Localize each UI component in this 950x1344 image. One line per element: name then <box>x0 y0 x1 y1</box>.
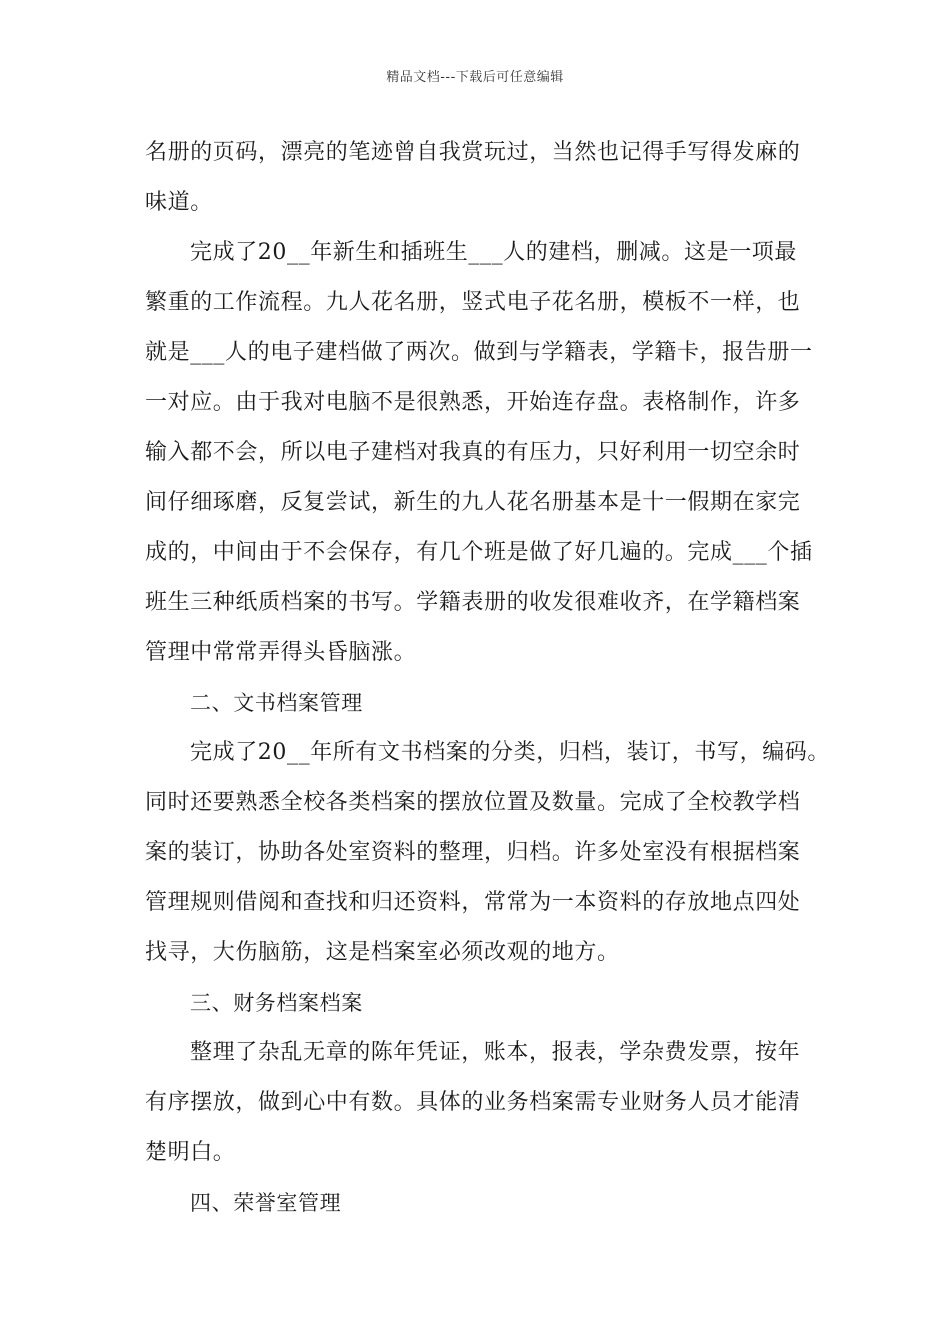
text-line: 班生三种纸质档案的书写。学籍表册的收发很难收齐，在学籍档案 <box>145 590 801 615</box>
text-line: 有序摆放，做到心中有数。具体的业务档案需专业财务人员才能清 <box>145 1090 801 1115</box>
text-line: 间仔细琢磨，反复尝试，新生的九人花名册基本是十一假期在家完 <box>145 490 801 515</box>
text-line: 输入都不会，所以电子建档对我真的有压力，只好利用一切空余时 <box>145 440 801 465</box>
text-line: 同时还要熟悉全校各类档案的摆放位置及数量。完成了全校教学档 <box>145 790 801 815</box>
text-line: 管理规则借阅和查找和归还资料，常常为一本资料的存放地点四处 <box>145 890 801 915</box>
paragraph-start: 整理了杂乱无章的陈年凭证，账本，报表，学杂费发票，按年 <box>190 1040 801 1065</box>
paragraph-start: 完成了20__年所有文书档案的分类，归档，装订，书写，编码。 <box>190 740 830 765</box>
text-line: 味道。 <box>145 190 213 215</box>
page-header: 精品文档---下载后可任意编辑 <box>386 70 564 85</box>
text-line: 成的，中间由于不会保存，有几个班是做了好几遍的。完成___个插 <box>145 540 813 565</box>
text-line: 繁重的工作流程。九人花名册，竖式电子花名册，模板不一样，也 <box>145 290 801 315</box>
text-line: 找寻，大伤脑筋，这是档案室必须改观的地方。 <box>145 940 620 965</box>
text-line: 名册的页码，漂亮的笔迹曾自我赏玩过，当然也记得手写得发麻的 <box>145 140 801 165</box>
section-heading: 三、财务档案档案 <box>190 991 363 1015</box>
text-line: 楚明白。 <box>145 1140 236 1165</box>
text-line: 管理中常常弄得头昏脑涨。 <box>145 640 417 665</box>
section-heading: 二、文书档案管理 <box>190 691 363 715</box>
text-line: 就是___人的电子建档做了两次。做到与学籍表，学籍卡，报告册一 <box>145 340 813 365</box>
text-line: 一对应。由于我对电脑不是很熟悉，开始连存盘。表格制作，许多 <box>145 390 801 415</box>
paragraph-start: 完成了20__年新生和插班生___人的建档，删减。这是一项最 <box>190 240 797 265</box>
text-line: 案的装订，协助各处室资料的整理，归档。许多处室没有根据档案 <box>145 840 801 865</box>
section-heading: 四、荣誉室管理 <box>190 1191 342 1215</box>
document-body <box>145 128 830 1228</box>
